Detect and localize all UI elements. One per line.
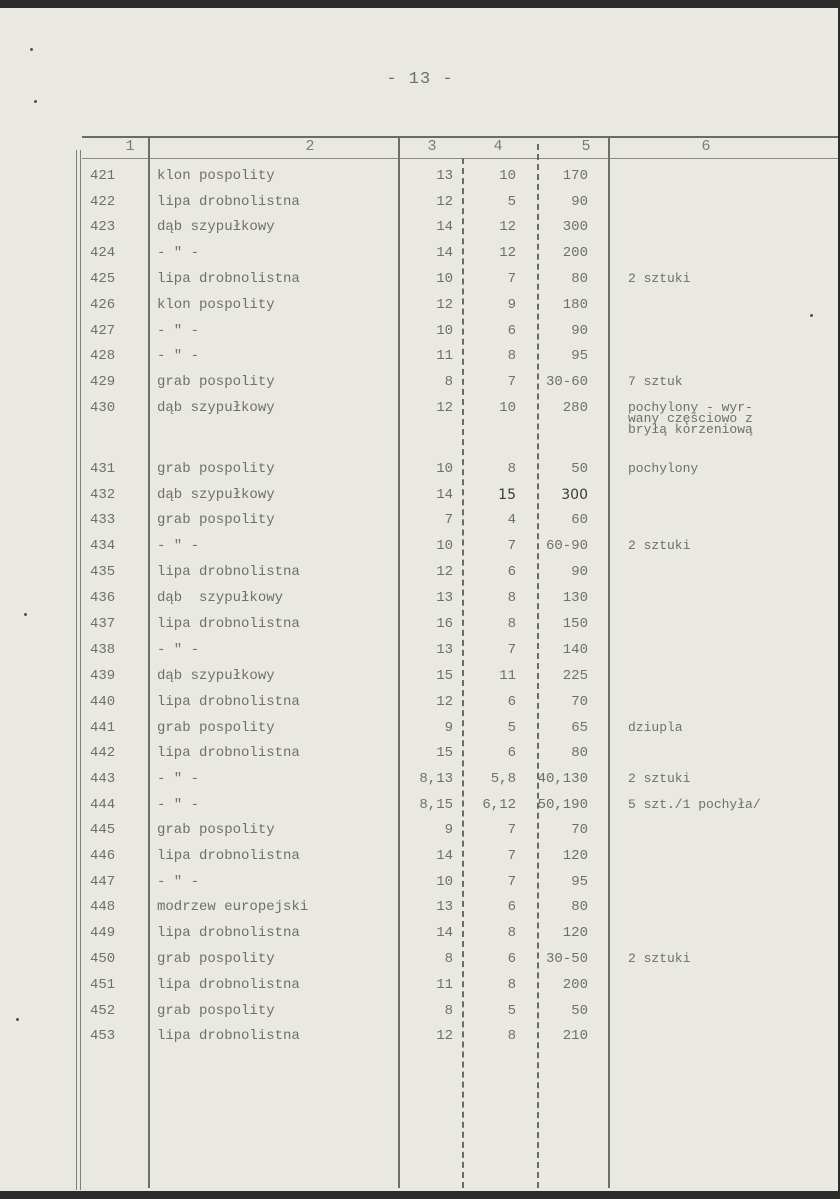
row-number: 422 [90,194,116,210]
circumference-value: 90 [571,194,588,210]
crown-value: 5,8 [490,771,516,787]
species-name: grab pospolity [157,512,275,528]
height-value: 12 [436,297,453,313]
height-value: 15 [436,745,453,761]
circumference-value: 50 [571,461,588,477]
species-name: - " - [157,797,200,813]
crown-value: 10 [499,168,516,184]
height-value: 10 [436,874,453,890]
circumference-value: 150 [562,616,588,632]
species-name: lipa drobnolistna [157,977,300,993]
header-col-5: 5 [581,138,591,155]
height-value: 9 [444,720,453,736]
remarks: pochylony [628,461,699,476]
row-number: 443 [90,771,116,787]
species-name: - " - [157,538,200,554]
left-border-line-2 [80,150,81,1190]
remarks: 2 sztuki [628,951,691,966]
species-name: grab pospolity [157,822,275,838]
height-value: 12 [436,694,453,710]
row-number: 433 [90,512,116,528]
circumference-value: 30-50 [545,951,588,967]
row-number: 434 [90,538,116,554]
height-value: 13 [436,168,453,184]
species-name: grab pospolity [157,461,275,477]
row-number: 421 [90,168,116,184]
height-value: 12 [436,1028,453,1044]
height-value: 8 [444,951,453,967]
species-name: lipa drobnolistna [157,194,300,210]
species-name: lipa drobnolistna [157,1028,300,1044]
header-col-1: 1 [125,138,135,155]
height-value: 10 [436,461,453,477]
height-value: 9 [444,822,453,838]
crown-value: 11 [499,668,516,684]
crown-value: 8 [507,977,516,993]
remarks: 2 sztuki [628,271,691,286]
row-number: 425 [90,271,116,287]
species-name: dąb szypułkowy [157,590,284,606]
crown-value: 8 [507,925,516,941]
paper-speck [34,100,37,103]
row-number: 444 [90,797,116,813]
row-number: 448 [90,899,116,915]
crown-value: 6 [507,951,516,967]
row-number: 446 [90,848,116,864]
remarks: 5 szt./1 pochyła/ [628,797,761,812]
row-number: 453 [90,1028,116,1044]
species-name: - " - [157,348,200,364]
column-divider-3 [462,158,464,1188]
height-value: 11 [436,348,453,364]
row-number: 452 [90,1003,116,1019]
species-name: dąb szypułkowy [157,400,275,416]
crown-value: 7 [507,374,516,390]
crown-value: 7 [507,822,516,838]
species-name: - " - [157,874,200,890]
circumference-value: 300 [562,219,588,235]
column-divider-1 [148,138,150,1188]
height-value: 14 [436,848,453,864]
height-value: 16 [436,616,453,632]
crown-value: 6,12 [482,797,516,813]
crown-value: 6 [507,899,516,915]
height-value: 8,15 [419,797,453,813]
species-name: dąb szypułkowy [157,219,275,235]
header-col-3: 3 [427,138,437,155]
left-border-line [76,150,77,1190]
circumference-value: 80 [571,745,588,761]
circumference-value: 90 [571,564,588,580]
remarks: 2 sztuki [628,538,691,553]
crown-value: 8 [507,348,516,364]
row-number: 447 [90,874,116,890]
circumference-value: 80 [571,271,588,287]
species-name: lipa drobnolistna [157,745,300,761]
crown-value: 8 [507,461,516,477]
circumference-value: 50 [571,1003,588,1019]
species-name: lipa drobnolistna [157,616,300,632]
column-divider-5 [608,138,610,1188]
row-number: 436 [90,590,116,606]
circumference-value: 90 [571,323,588,339]
header-col-6: 6 [701,138,711,155]
species-name: dąb szypułkowy [157,668,275,684]
circumference-value: 120 [562,925,588,941]
circumference-value: 280 [562,400,588,416]
remarks: 7 sztuk [628,374,683,389]
height-value: 10 [436,323,453,339]
height-value: 8,13 [419,771,453,787]
species-name: - " - [157,642,200,658]
header-col-2: 2 [305,138,315,155]
circumference-value: 130 [562,590,588,606]
paper-speck [16,1018,19,1021]
crown-value: 7 [507,642,516,658]
circumference-value: 70 [571,822,588,838]
row-number: 424 [90,245,116,261]
species-name: klon pospolity [157,297,275,313]
column-divider-2 [398,138,400,1188]
crown-value: 6 [507,564,516,580]
species-name: grab pospolity [157,374,275,390]
row-number: 440 [90,694,116,710]
species-name: - " - [157,323,200,339]
species-name: - " - [157,771,200,787]
height-value: 14 [436,925,453,941]
species-name: grab pospolity [157,951,275,967]
height-value: 12 [436,194,453,210]
crown-value: 7 [507,271,516,287]
circumference-value: 65 [571,720,588,736]
crown-value: 8 [507,1028,516,1044]
height-value: 7 [444,512,453,528]
row-number: 449 [90,925,116,941]
species-name: lipa drobnolistna [157,694,300,710]
remarks: dziupla [628,720,683,735]
crown-value: 6 [507,694,516,710]
row-number: 426 [90,297,116,313]
remarks: 2 sztuki [628,771,691,786]
crown-value: 5 [507,194,516,210]
row-number: 432 [90,487,116,503]
species-name: klon pospolity [157,168,275,184]
species-name: - " - [157,245,200,261]
height-value: 11 [436,977,453,993]
crown-value: 12 [499,219,516,235]
crown-value: 9 [507,297,516,313]
species-name: modrzew europejski [157,899,309,915]
row-number: 450 [90,951,116,967]
row-number: 427 [90,323,116,339]
species-name: grab pospolity [157,1003,275,1019]
circumference-value: 170 [562,168,588,184]
crown-value: 7 [507,874,516,890]
species-name: lipa drobnolistna [157,271,300,287]
crown-value: 5 [507,1003,516,1019]
row-number: 438 [90,642,116,658]
height-value: 10 [436,538,453,554]
document-page [0,8,838,1191]
crown-value: 15 [498,487,516,503]
crown-value: 7 [507,538,516,554]
species-name: grab pospolity [157,720,275,736]
row-number: 437 [90,616,116,632]
circumference-value: 80 [571,899,588,915]
height-value: 13 [436,642,453,658]
circumference-value: 60 [571,512,588,528]
circumference-value: 180 [562,297,588,313]
row-number: 430 [90,400,116,416]
circumference-value: 30-60 [545,374,588,390]
circumference-value: 95 [571,874,588,890]
circumference-value: 225 [562,668,588,684]
circumference-value: 40,130 [537,771,588,787]
circumference-value: 50,190 [537,797,588,813]
crown-value: 7 [507,848,516,864]
height-value: 8 [444,374,453,390]
species-name: lipa drobnolistna [157,564,300,580]
row-number: 451 [90,977,116,993]
circumference-value: 140 [562,642,588,658]
remarks: pochylony - wyr- wany częściowo z bryłą korzeniową [628,400,753,437]
height-value: 13 [436,899,453,915]
row-number: 441 [90,720,116,736]
paper-speck [24,613,27,616]
crown-value: 4 [507,512,516,528]
paper-speck [30,48,33,51]
crown-value: 6 [507,745,516,761]
height-value: 14 [436,219,453,235]
circumference-value: 200 [562,245,588,261]
species-name: dąb szypułkowy [157,487,275,503]
height-value: 14 [436,245,453,261]
height-value: 12 [436,564,453,580]
circumference-value: 200 [562,977,588,993]
crown-value: 8 [507,590,516,606]
row-number: 445 [90,822,116,838]
circumference-value: 210 [562,1028,588,1044]
row-number: 428 [90,348,116,364]
row-number: 431 [90,461,116,477]
crown-value: 10 [499,400,516,416]
paper-speck [810,314,813,317]
species-name: lipa drobnolistna [157,925,300,941]
row-number: 442 [90,745,116,761]
circumference-value: 95 [571,348,588,364]
height-value: 10 [436,271,453,287]
header-rule [82,158,838,159]
circumference-value: 120 [562,848,588,864]
header-col-4: 4 [493,138,503,155]
crown-value: 8 [507,616,516,632]
height-value: 12 [436,400,453,416]
crown-value: 5 [507,720,516,736]
circumference-value: 300 [561,487,588,503]
height-value: 8 [444,1003,453,1019]
crown-value: 6 [507,323,516,339]
height-value: 14 [436,487,453,503]
species-name: lipa drobnolistna [157,848,300,864]
crown-value: 12 [499,245,516,261]
height-value: 13 [436,590,453,606]
row-number: 439 [90,668,116,684]
row-number: 435 [90,564,116,580]
height-value: 15 [436,668,453,684]
row-number: 429 [90,374,116,390]
page-number: - 13 - [386,70,454,89]
circumference-value: 70 [571,694,588,710]
circumference-value: 60-90 [545,538,588,554]
row-number: 423 [90,219,116,235]
